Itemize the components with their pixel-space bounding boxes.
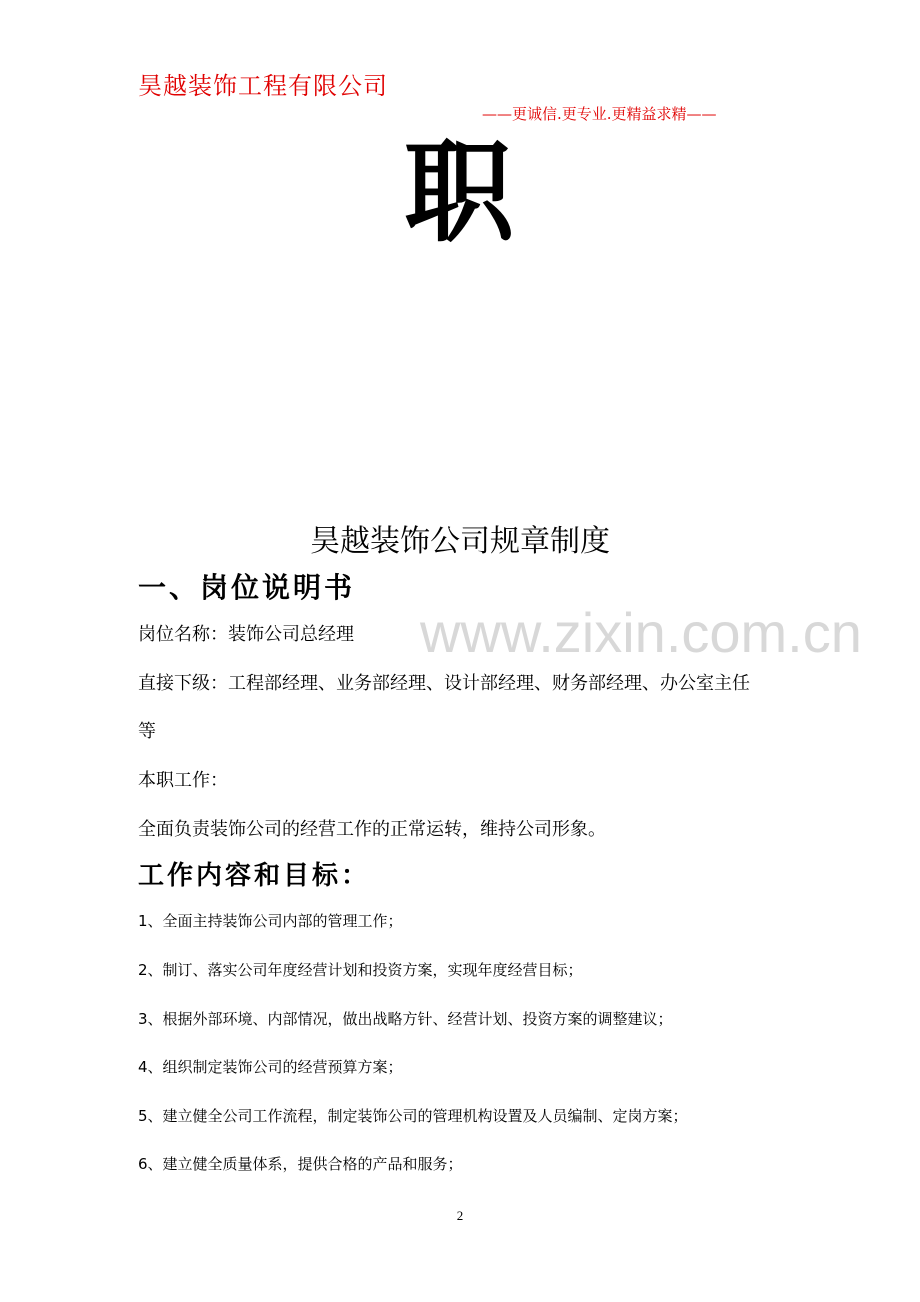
section-heading-work-content: 工作内容和目标： bbox=[138, 861, 371, 891]
duty-label: 本职工作： bbox=[138, 770, 228, 791]
position-name: 岗位名称：装饰公司总经理 bbox=[138, 624, 354, 645]
work-item: 6、建立健全质量体系，提供合格的产品和服务； bbox=[138, 1155, 463, 1173]
work-item: 3、根据外部环境、内部情况，做出战略方针、经营计划、投资方案的调整建议； bbox=[138, 1010, 673, 1028]
work-item: 1、全面主持装饰公司内部的管理工作； bbox=[138, 912, 403, 930]
work-item: 2、制订、落实公司年度经营计划和投资方案，实现年度经营目标； bbox=[138, 961, 583, 979]
company-name: 昊越装饰工程有限公司 bbox=[138, 72, 388, 100]
duty-text: 全面负责装饰公司的经营工作的正常运转，维持公司形象。 bbox=[138, 819, 606, 840]
document-title: 昊越装饰公司规章制度 bbox=[310, 524, 610, 559]
subordinates-line-2: 等 bbox=[138, 721, 156, 742]
work-item: 4、组织制定装饰公司的经营预算方案； bbox=[138, 1058, 403, 1076]
subordinates-line-1: 直接下级：工程部经理、业务部经理、设计部经理、财务部经理、办公室主任 bbox=[138, 673, 750, 694]
cover-character: 职 bbox=[404, 128, 514, 257]
section-heading-job-description: 一、岗位说明书 bbox=[138, 571, 356, 604]
watermark: www.zixin.com.cn bbox=[420, 601, 862, 664]
work-item: 5、建立健全公司工作流程，制定装饰公司的管理机构设置及人员编制、定岗方案； bbox=[138, 1107, 688, 1125]
company-slogan: ——更诚信.更专业.更精益求精—— bbox=[482, 105, 717, 123]
page-number: 2 bbox=[456, 1208, 464, 1223]
